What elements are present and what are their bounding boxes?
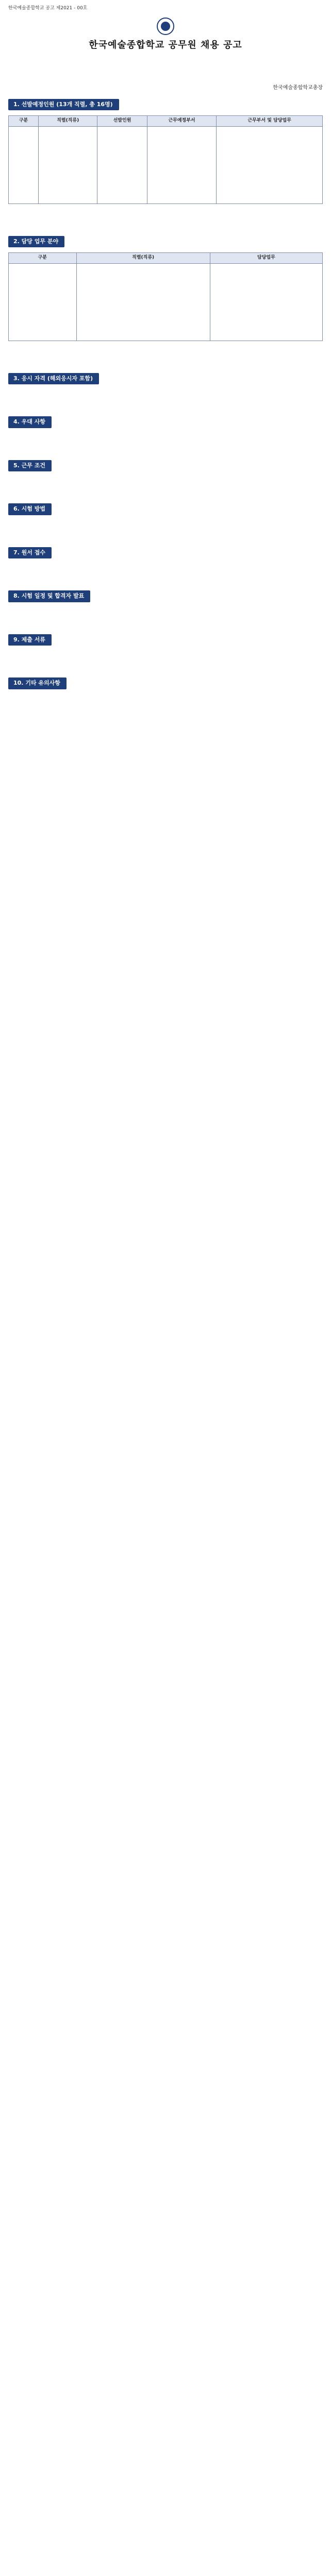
table-header-cell: 선발인원: [97, 116, 147, 127]
section-body: [8, 344, 323, 365]
section-eligibility: [8, 373, 323, 409]
table-header-cell: 구분: [9, 253, 77, 264]
table-header-cell: 구분: [9, 116, 39, 127]
notice-page: [0, 0, 331, 732]
school-logo-icon: [157, 18, 174, 35]
section-recruitment: [8, 99, 323, 228]
notice-issuer: 한국예술종합학교총장: [273, 84, 323, 91]
table-cell: [76, 263, 210, 341]
table-row: [9, 263, 323, 341]
section-heading: 10. 기타 유의사항: [8, 677, 67, 689]
table-header-cell: 직렬(직류): [76, 253, 210, 264]
table-cell: [9, 263, 77, 341]
table-cell: [97, 126, 147, 204]
table-cell: [147, 126, 217, 204]
section-heading: 2. 담당 업무 분야: [8, 236, 64, 248]
section-body: [8, 649, 323, 669]
school-logo-mark: [161, 22, 170, 31]
section-documents: [8, 634, 323, 670]
logo-row: [8, 18, 323, 35]
section-heading: 1. 선발예정인원 (13개 직렬, 총 16명): [8, 99, 119, 111]
section-heading: 3. 응시 자격 (해외응시자 포함): [8, 373, 99, 385]
section-body: [8, 562, 323, 582]
table-cell: [39, 126, 97, 204]
table-cell: [217, 126, 323, 204]
section-body: [8, 431, 323, 452]
table-cell: [9, 126, 39, 204]
section-heading: 4. 우대 사항: [8, 416, 52, 428]
section-heading: 5. 근무 조건: [8, 460, 52, 472]
section-working-conditions: [8, 460, 323, 496]
table-header-row: [9, 253, 323, 264]
table-row: [9, 126, 323, 204]
table-header-cell: 직렬(직류): [39, 116, 97, 127]
section-body: [8, 692, 323, 713]
section-body: [8, 605, 323, 626]
section-body: [8, 474, 323, 495]
notice-number: 한국예술종합학교 공고 제2021 - 00호: [8, 6, 88, 11]
section-exam-method: [8, 503, 323, 539]
recruitment-table: [8, 115, 323, 204]
table-header-row: [9, 116, 323, 127]
notice-lead: [8, 57, 323, 79]
table-header-cell: 근무부서 및 담당업무: [217, 116, 323, 127]
table-header-cell: 담당업무: [210, 253, 322, 264]
duties-table: [8, 252, 323, 341]
section-duties: [8, 236, 323, 365]
section-heading: 9. 제출 서류: [8, 634, 52, 646]
section-heading: 6. 시험 방법: [8, 503, 52, 515]
section-schedule: [8, 590, 323, 626]
table-header-cell: 근무예정부서: [147, 116, 217, 127]
section-preferences: [8, 416, 323, 452]
section-heading: 7. 원서 접수: [8, 547, 52, 559]
section-body: [8, 207, 323, 228]
table-cell: [210, 263, 322, 341]
section-body: [8, 387, 323, 408]
notice-title: 한국예술종합학교 공무원 채용 공고: [89, 39, 242, 50]
section-heading: 8. 시험 일정 및 합격자 발표: [8, 590, 90, 602]
section-notes: [8, 677, 323, 713]
section-application: [8, 547, 323, 583]
section-body: [8, 518, 323, 539]
